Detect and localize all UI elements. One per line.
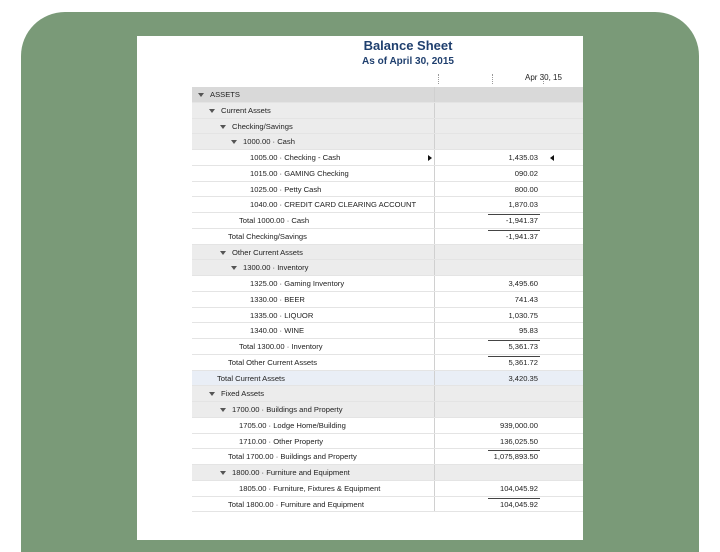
report-row[interactable] xyxy=(192,465,583,481)
report-row[interactable] xyxy=(192,119,583,135)
collapse-triangle-icon[interactable] xyxy=(231,266,237,270)
row-value: 5,361.72 xyxy=(508,357,538,367)
row-value: 104,045.92 xyxy=(499,483,538,493)
column-divider[interactable] xyxy=(438,74,440,84)
report-title: Balance Sheet xyxy=(363,38,453,53)
column-divider[interactable] xyxy=(543,74,545,84)
row-value: 800.00 xyxy=(514,184,538,194)
row-label: Total 1300.00 · Inventory xyxy=(239,342,323,351)
row-label: Total 1800.00 · Furniture and Equipment xyxy=(228,499,364,509)
bottom-fade xyxy=(137,530,583,540)
row-value: 939,000.00 xyxy=(499,420,538,430)
row-label: 1015.00 · GAMING Checking xyxy=(250,168,349,178)
report-row[interactable] xyxy=(192,150,583,166)
row-label: 1705.00 · Lodge Home/Building xyxy=(239,420,346,430)
row-label: Total Checking/Savings xyxy=(228,231,307,241)
row-label: 1800.00 · Furniture and Equipment xyxy=(232,468,350,477)
report-row[interactable] xyxy=(192,339,583,355)
report-row[interactable] xyxy=(192,402,583,418)
row-label: 1025.00 · Petty Cash xyxy=(250,184,322,194)
balance-sheet-report xyxy=(137,36,583,540)
column-divider[interactable] xyxy=(492,74,494,84)
row-value: 104,045.92 xyxy=(499,499,538,509)
row-label: Total 1000.00 · Cash xyxy=(239,216,310,225)
row-label: Total Current Assets xyxy=(217,373,285,383)
value-cell xyxy=(434,386,547,401)
collapse-triangle-icon[interactable] xyxy=(209,392,215,396)
row-label: 1000.00 · Cash xyxy=(243,137,295,147)
collapse-triangle-icon[interactable] xyxy=(220,251,226,255)
row-value: 1,075,893.50 xyxy=(493,452,538,462)
row-value: -1,941.37 xyxy=(505,231,538,241)
row-label: 1700.00 · Buildings and Property xyxy=(232,405,343,414)
value-cell xyxy=(434,119,547,134)
report-row[interactable] xyxy=(192,166,583,182)
row-label: 1805.00 · Furniture, Fixtures & Equipment xyxy=(239,483,381,493)
report-row[interactable] xyxy=(192,276,583,292)
report-row[interactable] xyxy=(192,434,583,450)
row-value: 3,495.60 xyxy=(508,279,538,288)
report-row[interactable] xyxy=(192,371,583,387)
report-row[interactable] xyxy=(192,213,583,229)
report-row[interactable] xyxy=(192,87,583,103)
row-value: 090.02 xyxy=(514,168,538,178)
value-cell xyxy=(434,465,547,480)
report-row[interactable] xyxy=(192,229,583,245)
row-label: Total 1700.00 · Buildings and Property xyxy=(228,452,357,462)
collapse-triangle-icon[interactable] xyxy=(209,109,215,113)
report-row[interactable] xyxy=(192,103,583,119)
report-row[interactable] xyxy=(192,292,583,308)
report-row[interactable] xyxy=(192,386,583,402)
report-row[interactable] xyxy=(192,497,583,513)
value-cell xyxy=(434,245,547,260)
row-label: 1330.00 · BEER xyxy=(250,294,305,304)
collapse-triangle-icon[interactable] xyxy=(220,125,226,129)
value-cell xyxy=(434,402,547,417)
row-label: Other Current Assets xyxy=(232,247,303,257)
row-label: 1710.00 · Other Property xyxy=(239,436,323,446)
row-label: Checking/Savings xyxy=(232,121,293,131)
value-cell xyxy=(434,260,547,275)
column-header-date[interactable]: Apr 30, 15 xyxy=(525,73,562,82)
row-label: 1325.00 · Gaming Inventory xyxy=(250,279,345,288)
row-label: 1340.00 · WINE xyxy=(250,326,305,336)
report-row[interactable] xyxy=(192,355,583,371)
row-label: Current Assets xyxy=(221,105,271,115)
row-value: 741.43 xyxy=(514,294,538,304)
row-value: 95.83 xyxy=(518,326,538,336)
row-label: 1300.00 · Inventory xyxy=(243,263,309,273)
collapse-triangle-icon[interactable] xyxy=(231,140,237,144)
row-label: 1335.00 · LIQUOR xyxy=(250,310,314,320)
value-cell xyxy=(434,134,547,149)
report-row[interactable] xyxy=(192,260,583,276)
column-header-bar xyxy=(192,72,566,85)
row-value: 1,030.75 xyxy=(508,310,538,320)
row-value: 1,435.03 xyxy=(508,153,538,162)
row-value: -1,941.37 xyxy=(505,216,538,225)
report-row[interactable] xyxy=(192,418,583,434)
collapse-triangle-icon[interactable] xyxy=(198,93,204,97)
report-row[interactable] xyxy=(192,481,583,497)
row-label: ASSETS xyxy=(210,90,240,99)
report-row[interactable] xyxy=(192,182,583,198)
row-value: 136,025.50 xyxy=(499,436,538,446)
report-row[interactable] xyxy=(192,134,583,150)
report-row[interactable] xyxy=(192,197,583,213)
row-value: 5,361.73 xyxy=(508,342,538,351)
row-marker-icon xyxy=(428,155,432,161)
value-cell xyxy=(434,87,547,102)
row-label: Total Other Current Assets xyxy=(228,357,318,367)
report-row[interactable] xyxy=(192,308,583,324)
row-label: 1040.00 · CREDIT CARD CLEARING ACCOUNT xyxy=(250,200,417,210)
report-row[interactable] xyxy=(192,323,583,339)
row-label: 1005.00 · Checking - Cash xyxy=(250,153,341,162)
value-cell xyxy=(434,103,547,118)
row-value: 1,870.03 xyxy=(508,200,538,210)
report-row[interactable] xyxy=(192,449,583,465)
collapse-triangle-icon[interactable] xyxy=(220,471,226,475)
row-marker-icon xyxy=(550,155,554,161)
report-row[interactable] xyxy=(192,245,583,261)
report-table xyxy=(192,87,583,512)
row-label: Fixed Assets xyxy=(221,389,265,399)
collapse-triangle-icon[interactable] xyxy=(220,408,226,412)
row-value: 3,420.35 xyxy=(508,373,538,383)
report-subtitle: As of April 30, 2015 xyxy=(362,56,454,67)
